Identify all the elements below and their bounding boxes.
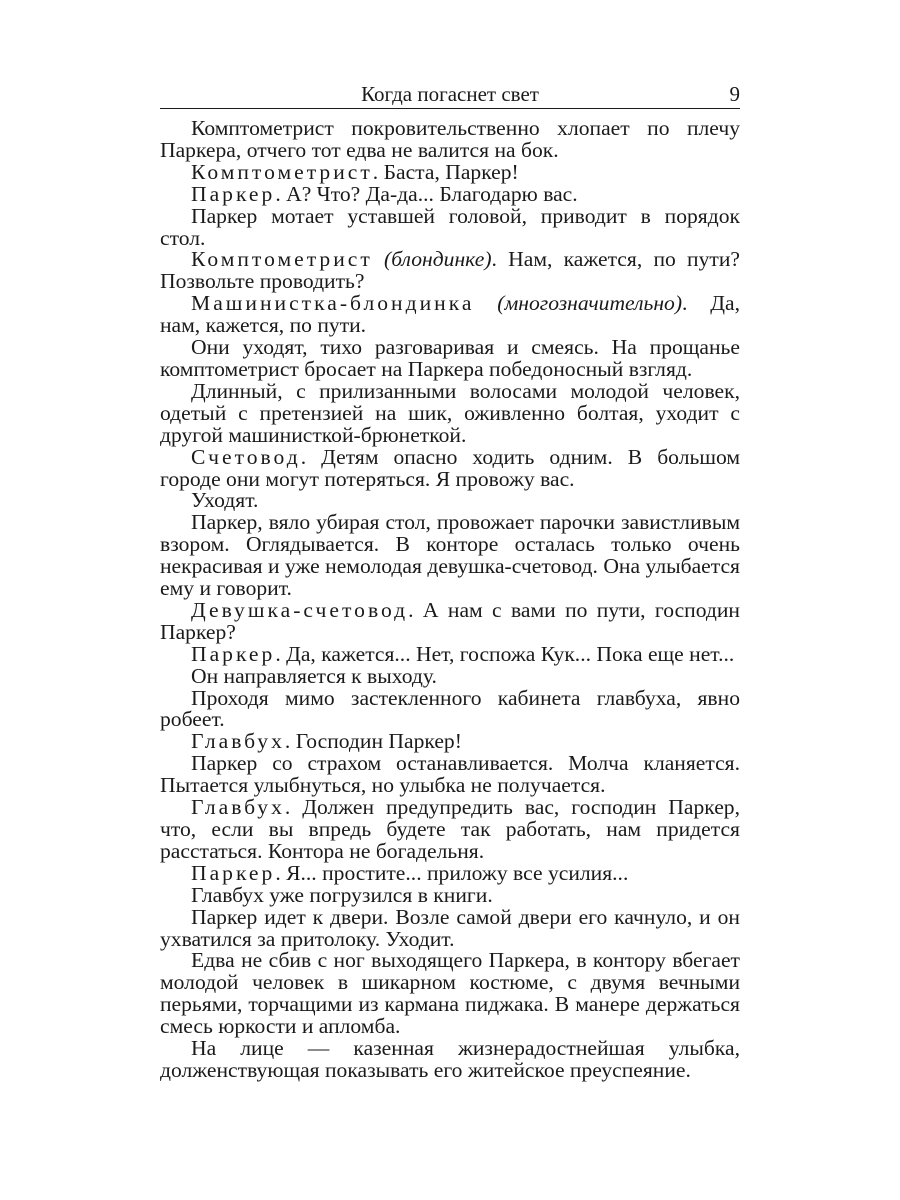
- dialogue-line: [160, 444, 740, 491]
- dialogue-line: [160, 181, 740, 206]
- stage-direction: [160, 512, 740, 600]
- speaker-name: Главбух: [191, 729, 285, 754]
- page-number: 9: [729, 82, 740, 106]
- paragraph-text: . Господин Паркер!: [284, 729, 462, 754]
- stage-direction: [160, 663, 740, 688]
- paragraph-text: Паркер, вяло убирая стол, провожает парочки завистливым взором. Оглядывается. В конторе осталась только очень некрасивая и уже немолодая девушка-счетовод. Она улыбается ему и говорит.: [160, 510, 740, 601]
- paragraph-text: Едва не сбив с ног выходящего Паркера, в контору вбегает молодой человек в шикарном костюме, с двумя вечными перьями, торчащими из кармана пиджака. В манере держаться смесь юркости и апломба.: [160, 948, 740, 1039]
- paragraph-text: Уходят.: [191, 488, 259, 513]
- dialogue-line: [160, 159, 740, 184]
- running-title: Когда погаснет свет: [361, 82, 539, 106]
- paragraph-text: . А нам с вами по пути, господин Паркер?: [160, 597, 740, 644]
- speaker-name: Комптометрист: [191, 159, 373, 184]
- paragraph-text: . Да, кажется... Нет, госпожа Кук... Пока еще нет...: [275, 641, 735, 666]
- stage-direction: [160, 753, 740, 797]
- stage-direction: [160, 950, 740, 1038]
- dialogue-line: [160, 641, 740, 666]
- dialogue-line: [160, 860, 740, 885]
- speaker-name: Паркер: [191, 181, 276, 206]
- paragraph-text: Паркер мотает уставшей головой, приводит в порядок стол.: [160, 203, 740, 250]
- paragraph-text: . А? Что? Да-да... Благодарю вас.: [275, 181, 578, 206]
- stage-direction: [160, 118, 740, 162]
- paragraph-text: . Детям опасно ходить одним. В большом городе они могут потеряться. Я провожу вас.: [160, 444, 740, 491]
- paragraph-text: Длинный, с прилизанными волосами молодой человек, одетый с претензией на шик, оживленно болтая, уходит с другой машинисткой-брюнеткой.: [160, 378, 740, 447]
- paragraph-text: Он направляется к выходу.: [191, 663, 437, 688]
- running-header: [160, 82, 740, 108]
- stage-direction: [160, 490, 740, 512]
- paragraph-text: . Да, нам, кажется, по пути.: [160, 291, 740, 338]
- stage-note: (многозначительно): [474, 291, 683, 316]
- stage-direction: [160, 904, 740, 951]
- stage-direction: [160, 203, 740, 250]
- speaker-name: Девушка-счетовод: [191, 597, 409, 622]
- paragraph-text: Комптометрист покровительственно хлопает по плечу Паркера, отчего тот едва не валится на бок.: [160, 116, 740, 162]
- speaker-name: Паркер: [191, 860, 276, 885]
- speaker-name: Главбух: [191, 795, 285, 820]
- dialogue-line: [160, 249, 740, 293]
- dialogue-line: [160, 797, 740, 863]
- dialogue-line: [160, 293, 740, 337]
- paragraph-text: . Баста, Паркер!: [372, 159, 519, 184]
- stage-direction: [160, 1038, 740, 1082]
- paragraph-text: Главбух уже погрузился в книги.: [191, 882, 493, 907]
- paragraph-text: . Нам, кажется, по пути? Позвольте проводить?: [160, 247, 740, 294]
- dialogue-line: [160, 731, 740, 753]
- speaker-name: Комптометрист: [191, 247, 373, 272]
- paragraph-text: Проходя мимо застекленного кабинета главбуха, явно робеет.: [160, 685, 740, 732]
- paragraph-text: На лице — казенная жизнерадостнейшая улыбка, долженствующая показывать его житейское преуспеяние.: [160, 1036, 740, 1082]
- paragraph-text: . Я... простите... приложу все усилия...: [275, 860, 629, 885]
- paragraph-text: . Должен предупредить вас, господин Паркер, что, если вы впредь будете так работать, нам придется расстаться. Контора не богадельня.: [160, 795, 740, 863]
- speaker-name: Паркер: [191, 641, 276, 666]
- header-rule: [160, 108, 740, 109]
- page-body: [160, 118, 740, 1082]
- dialogue-line: [160, 597, 740, 644]
- paragraph-text: Паркер идет к двери. Возле самой двери его качнуло, и он ухватился за притолоку. Уходит.: [160, 904, 740, 951]
- stage-direction: [160, 882, 740, 907]
- paragraph-text: Они уходят, тихо разговаривая и смеясь. На прощанье комптометрист бросает на Паркера победоносный взгляд.: [160, 335, 740, 381]
- speaker-name: Машинистка-блондинка: [191, 291, 475, 316]
- paragraph-text: Паркер со страхом останавливается. Молча кланяется. Пытается улыбнуться, но улыбка не получается.: [160, 751, 740, 798]
- speaker-name: Счетовод: [191, 444, 301, 469]
- stage-direction: [160, 685, 740, 732]
- stage-direction: [160, 337, 740, 381]
- stage-note: (блондинке): [372, 247, 492, 272]
- stage-direction: [160, 378, 740, 447]
